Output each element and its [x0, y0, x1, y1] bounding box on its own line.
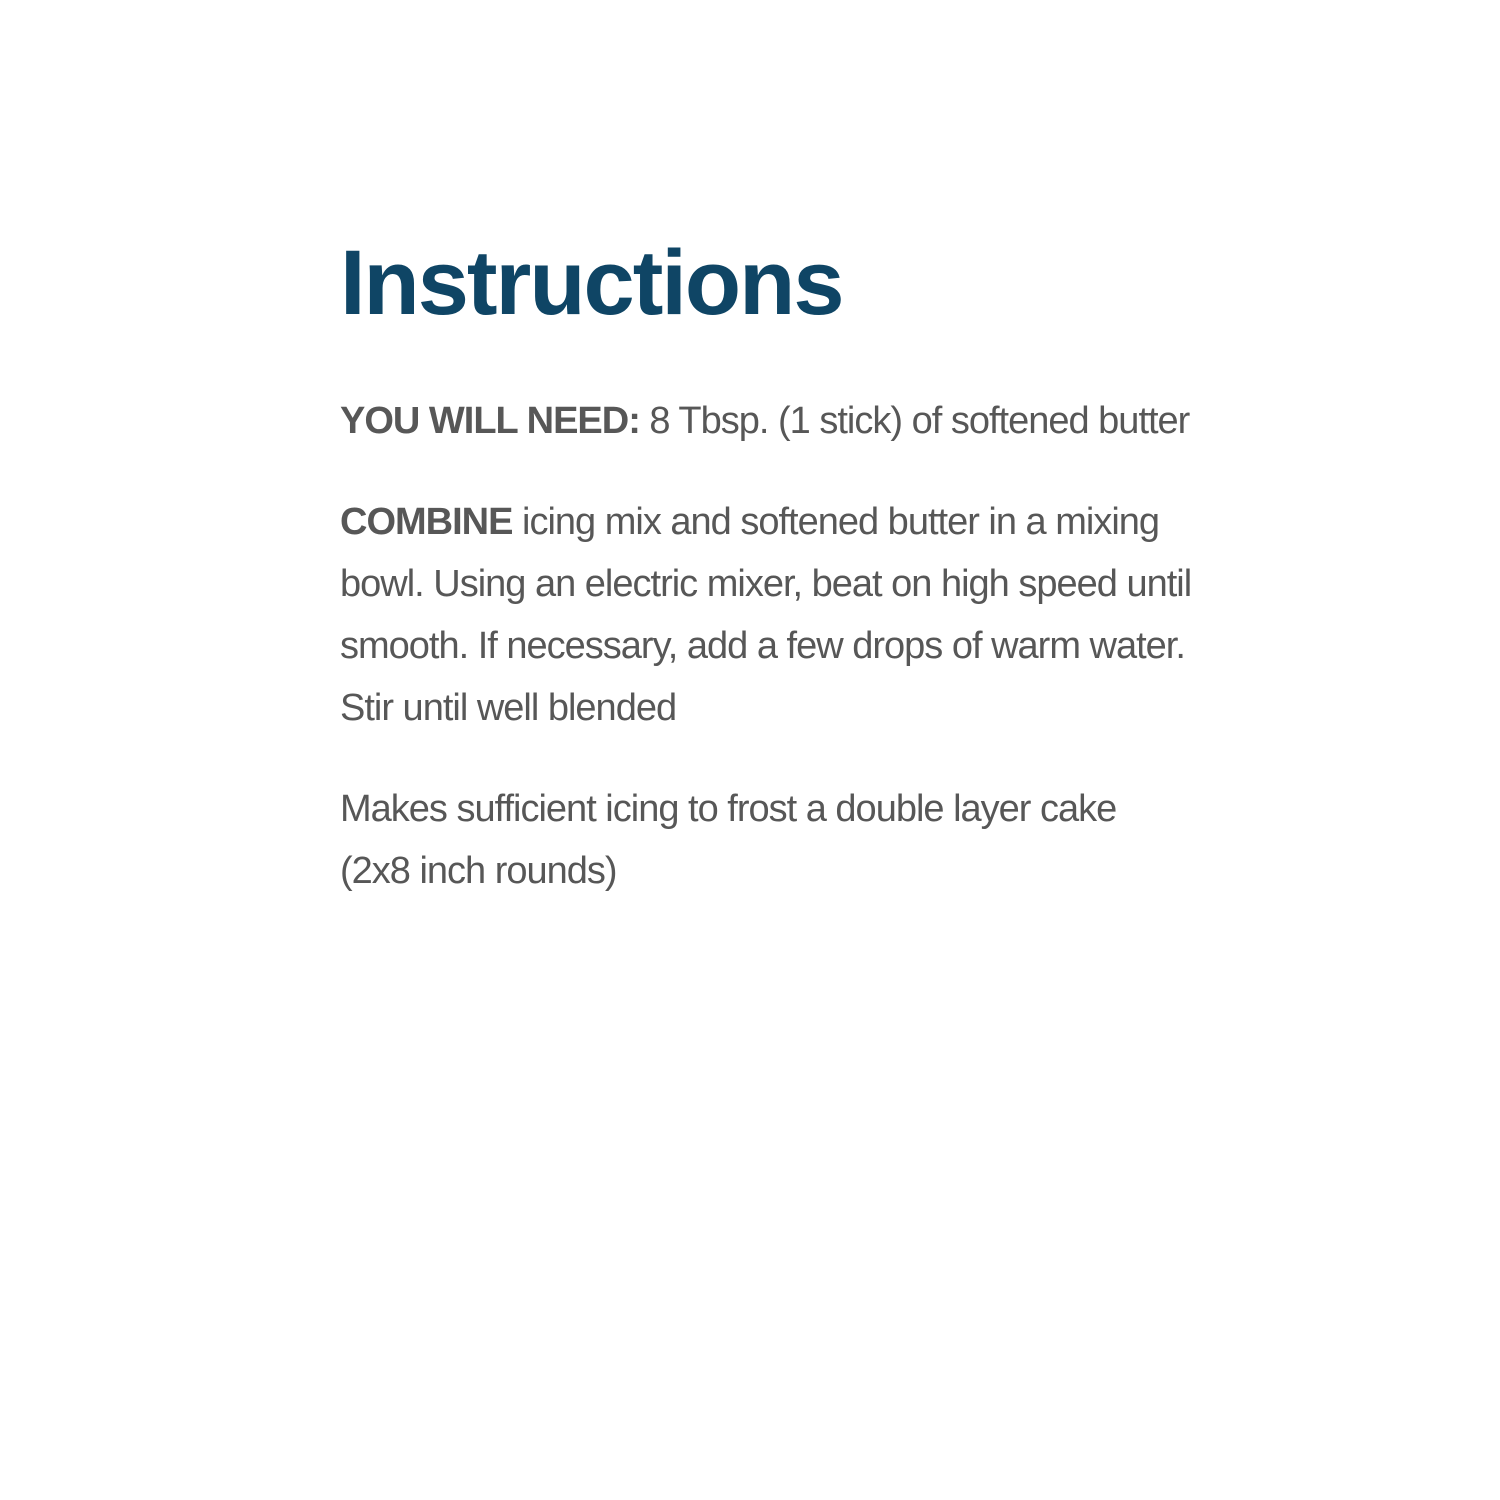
you-will-need-paragraph	[340, 390, 1240, 452]
combine-text: icing mix and softened butter in a mixing bowl. Using an electric mixer, beat on high speed until smooth. If necessary, add a few drops of warm water. Stir until well blended	[340, 501, 1192, 729]
instructions-panel	[340, 228, 1240, 902]
page-title: Instructions	[340, 232, 843, 334]
combine-label: COMBINE	[340, 501, 513, 543]
you-will-need-text: 8 Tbsp. (1 stick) of softened butter	[649, 400, 1190, 442]
combine-paragraph	[340, 491, 1240, 739]
you-will-need-label: YOU WILL NEED:	[340, 400, 640, 442]
yield-paragraph	[340, 778, 1240, 902]
yield-line-2: (2x8 inch rounds)	[340, 850, 617, 892]
yield-line-1: Makes sufficient icing to frost a double layer cake	[340, 788, 1117, 830]
